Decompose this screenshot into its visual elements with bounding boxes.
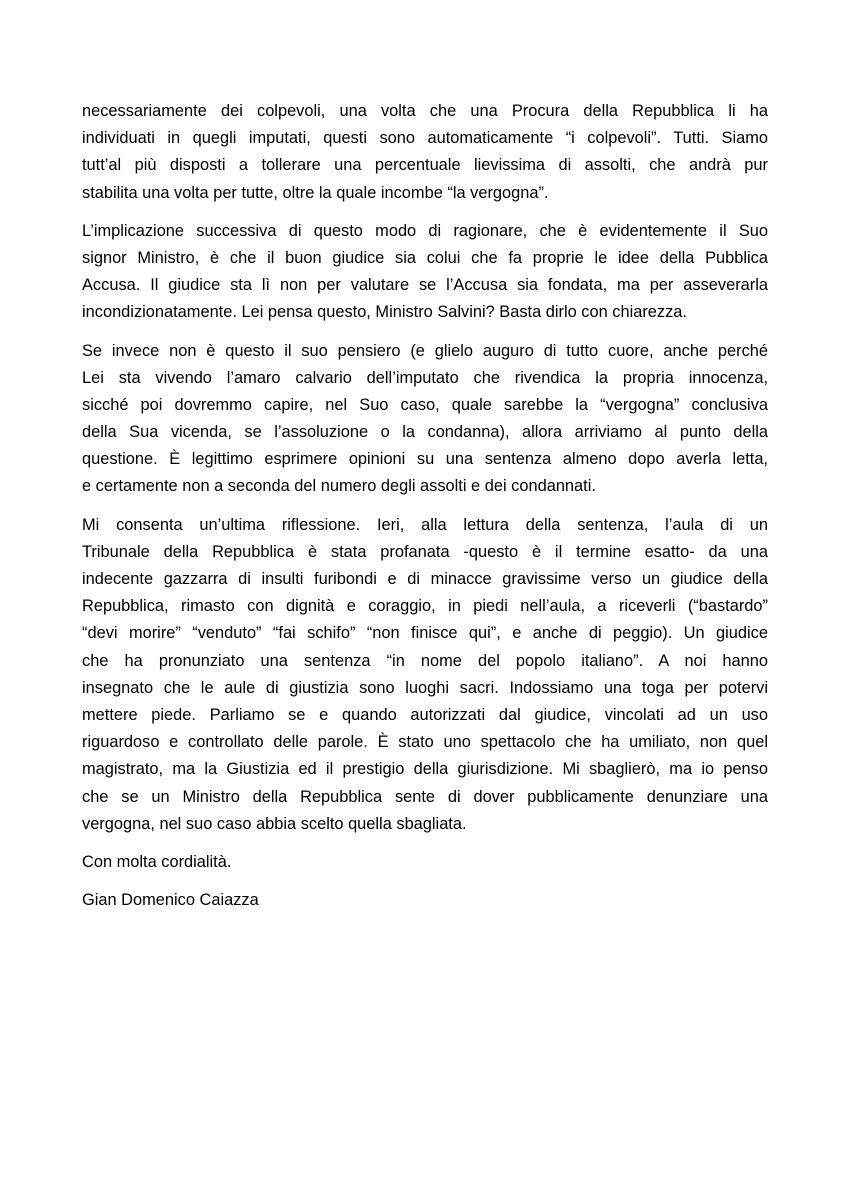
text-line: vergogna, nel suo caso abbia scelto quella sbagliata.: [82, 814, 467, 833]
text-line: incondizionatamente. Lei pensa questo, Ministro Salvini? Basta dirlo con chiarezza.: [82, 303, 687, 322]
text-line: Accusa. Il giudice sta lì non per valutare se l’Accusa sia fondata, ma per asseverarla: [82, 276, 768, 295]
text-line: insegnato che le aule di giustizia sono luoghi sacri. Indossiamo una toga per potervi: [82, 678, 768, 697]
text-line: che se un Ministro della Repubblica sente di dover pubblicamente denunziare una: [82, 787, 768, 806]
text-line: signor Ministro, è che il buon giudice sia colui che fa proprie le idee della Pubblica: [82, 248, 768, 267]
text-line: riguardoso e controllato delle parole. È stato uno spettacolo che ha umiliato, non quel: [82, 733, 768, 752]
text-line: individuati in quegli imputati, questi sono automaticamente “i colpevoli”. Tutti. Siamo: [82, 129, 768, 148]
signature: Gian Domenico Caiazza: [82, 891, 259, 910]
text-line: mettere piede. Parliamo se e quando autorizzati dal giudice, vincolati ad un uso: [82, 705, 768, 724]
text-line: Tribunale della Repubblica è stata profanata -questo è il termine esatto- da una: [82, 542, 768, 561]
text-line: Se invece non è questo il suo pensiero (e glielo auguro di tutto cuore, anche perché: [82, 341, 768, 360]
paragraph-4: [82, 512, 768, 838]
text-line: magistrato, ma la Giustizia ed il prestigio della giurisdizione. Mi sbaglierò, ma io penso: [82, 760, 768, 779]
text-line: stabilita una volta per tutte, oltre la quale incombe “la vergogna”.: [82, 183, 549, 202]
text-line: e certamente non a seconda del numero degli assolti e dei condannati.: [82, 477, 596, 496]
text-line: Mi consenta un’ultima riflessione. Ieri, alla lettura della sentenza, l’aula di un: [82, 515, 768, 534]
text-line: Repubblica, rimasto con dignità e coraggio, in piedi nell’aula, a riceverli (“bastardo”: [82, 597, 768, 616]
text-line: “devi morire” “venduto” “fai schifo” “non finisce qui”, e anche di peggio). Un giudice: [82, 624, 768, 643]
text-line: della Sua vicenda, se l’assoluzione o la condanna), allora arriviamo al punto della: [82, 423, 768, 442]
text-line: sicché poi dovremmo capire, nel Suo caso, quale sarebbe la “vergogna” conclusiva: [82, 395, 768, 414]
text-line: che ha pronunziato una sentenza “in nome del popolo italiano”. A noi hanno: [82, 651, 768, 670]
letter-body: [82, 98, 768, 914]
paragraph-3: [82, 338, 768, 501]
closing-salutation: Con molta cordialità.: [82, 852, 232, 871]
text-line: L’implicazione successiva di questo modo di ragionare, che è evidentemente il Suo: [82, 221, 768, 240]
text-line: necessariamente dei colpevoli, una volta che una Procura della Repubblica li ha: [82, 102, 768, 120]
text-line: indecente gazzarra di insulti furibondi e di minacce gravissime verso un giudice della: [82, 570, 768, 588]
text-line: questione. È legittimo esprimere opinioni su una sentenza almeno dopo averla letta,: [82, 450, 768, 469]
text-line: tutt’al più disposti a tollerare una percentuale lievissima di assolti, che andrà pur: [82, 156, 768, 175]
paragraph-1: [82, 98, 768, 207]
paragraph-2: [82, 218, 768, 327]
text-line: Lei sta vivendo l’amaro calvario dell’imputato che rivendica la propria innocenza,: [82, 368, 768, 387]
